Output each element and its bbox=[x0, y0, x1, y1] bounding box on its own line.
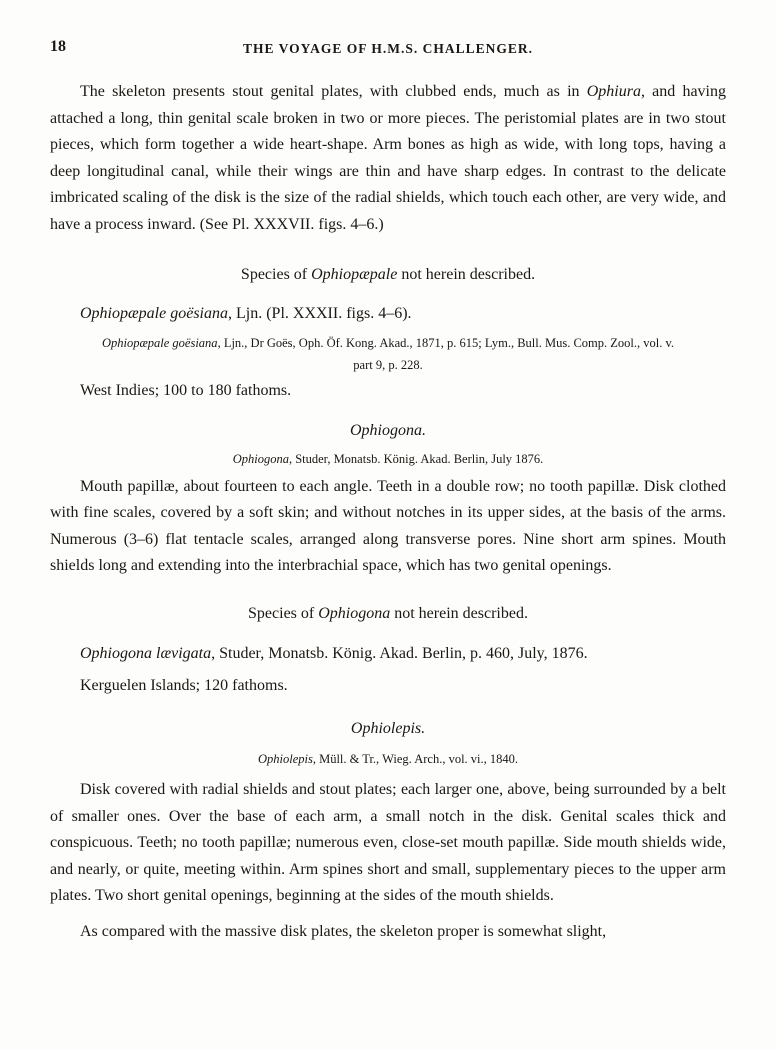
text-run: Species of bbox=[248, 604, 319, 622]
page-number: 18 bbox=[50, 38, 66, 55]
genus-heading-ophiolepis: Ophiolepis. bbox=[350, 720, 426, 737]
text-run: Species of bbox=[240, 266, 312, 283]
species-name: Ophiopæpale goësiana bbox=[80, 304, 228, 322]
species-entry-ophiopaepale-goesiana bbox=[50, 301, 726, 328]
locality-west-indies: West Indies; 100 to 180 fathoms. bbox=[80, 382, 292, 399]
species-name: Ophiopæpale goësiana bbox=[101, 336, 218, 350]
species-heading-ophiopaepale bbox=[50, 262, 726, 289]
paragraph-skeleton-description bbox=[50, 79, 726, 238]
paragraph-ophiolepis-description: Disk covered with radial shields and stout plates; each larger one, above, being surrounded by a belt of smaller ones. Over the base of each arm, a small notch in the disk. Genital scales thick and conspicuous. Teeth; no tooth papillæ; numerous even, close-set mouth papillæ. Side mouth shields wide, and nearly, or quite, meeting within. Arm spines short and small, supplementary pieces to the upper arm plates. Two short genital openings, beginning at the sides of the mouth shields. bbox=[50, 781, 726, 904]
paragraph-closing: As compared with the massive disk plates, the skeleton proper is somewhat slight, bbox=[80, 922, 607, 940]
page-header bbox=[50, 0, 726, 59]
species-entry-ophiogona-laevigata bbox=[50, 641, 726, 668]
text-run: , Studer, Monatsb. König. Akad. Berlin, p. 460, July, 1876. bbox=[211, 645, 588, 662]
species-heading-ophiogona bbox=[50, 601, 726, 628]
citation-ophiolepis bbox=[98, 749, 678, 771]
running-title: THE VOYAGE OF H.M.S. CHALLENGER. bbox=[242, 41, 534, 56]
genus-name: Ophiolepis bbox=[257, 751, 313, 766]
text-run: not herein described. bbox=[397, 266, 536, 283]
genus-name: Ophiopæpale bbox=[311, 266, 398, 283]
species-name: Ophiura bbox=[586, 83, 641, 100]
text-run: , and having attached a long, thin genital scale broken in two or more pieces. The peristomial plates are in two stout pieces, which form together a wide heart-shape. Arm bones as high as wide, with long tops, having a deep longitudinal canal, while their wings are thin and have sharp edges. In contrast to the delicate imbricated scaling of the disk is the size of the radial shields, which touch each other, are very wide, and have a process inward. (See Pl. XXXVII. figs. 4–6.) bbox=[50, 83, 726, 233]
genus-name: Ophiogona bbox=[232, 452, 289, 466]
paragraph-ophiogona-description: Mouth papillæ, about fourteen to each angle. Teeth in a double row; no tooth papillæ. Disk clothed with fine scales, covered by a soft skin; and without notches in its upper sides, at the basis of the arms. Numerous (3–6) flat tentacle scales, arranged along transverse pores. Nine short arm spines. Mouth shields long and extending into the interbrachial space, which has two genital openings. bbox=[50, 477, 726, 574]
text-run: , Ljn., Dr Goës, Oph. Öf. Kong. Akad., 1871, p. 615; Lym., Bull. Mus. Comp. Zool., vol. v. part 9, p. 228. bbox=[217, 336, 675, 372]
species-name: Ophiogona lævigata bbox=[80, 645, 212, 662]
citation-ophiogona bbox=[98, 449, 678, 471]
citation-ophiopaepale-goesiana bbox=[98, 333, 678, 376]
text-run: The skeleton presents stout genital plates, with clubbed ends, much as in bbox=[80, 83, 587, 100]
text-run: not herein described. bbox=[390, 604, 528, 622]
text-run: , Studer, Monatsb. König. Akad. Berlin, July 1876. bbox=[288, 452, 544, 466]
text-run: , Müll. & Tr., Wieg. Arch., vol. vi., 1840. bbox=[312, 751, 519, 766]
locality-kerguelen-islands: Kerguelen Islands; 120 fathoms. bbox=[80, 676, 288, 694]
genus-name: Ophiogona bbox=[318, 604, 391, 622]
text-run: , Ljn. (Pl. XXXII. figs. 4–6). bbox=[228, 304, 412, 322]
genus-heading-ophiogona: Ophiogona. bbox=[350, 421, 426, 439]
